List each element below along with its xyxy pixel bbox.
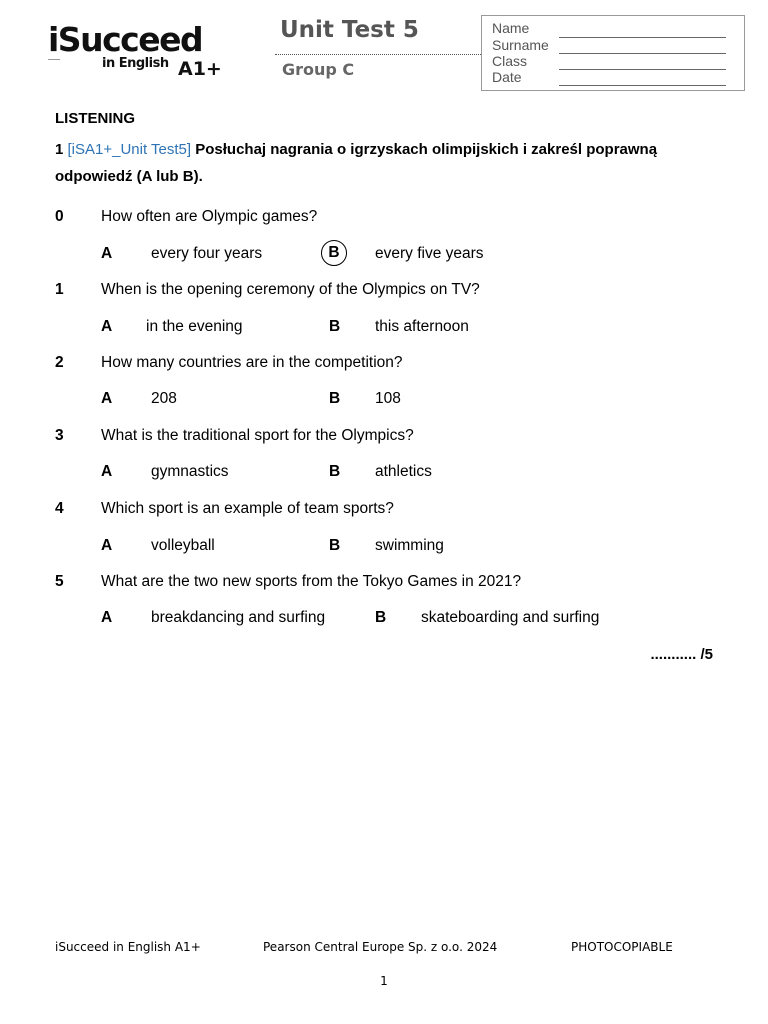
option-b-label[interactable]: B <box>375 609 387 626</box>
section-heading: LISTENING <box>55 110 136 127</box>
class-field[interactable] <box>559 69 726 70</box>
logo-underline <box>48 59 60 60</box>
question-text: When is the opening ceremony of the Olympics on TV? <box>101 281 480 298</box>
option-b-text: skateboarding and surfing <box>421 609 600 626</box>
option-a-text: 208 <box>151 390 177 407</box>
unit-title: Unit Test 5 <box>280 17 419 43</box>
question-text: How often are Olympic games? <box>101 208 318 225</box>
group-label: Group C <box>282 60 355 79</box>
name-label: Name <box>492 20 530 36</box>
footer-photocopiable: PHOTOCOPIABLE <box>571 940 673 954</box>
option-a-label[interactable]: A <box>101 609 113 626</box>
class-label: Class <box>492 53 528 69</box>
question-number: 5 <box>55 573 64 590</box>
date-label: Date <box>492 69 522 85</box>
question-number: 0 <box>55 208 64 225</box>
task-number: 1 <box>55 141 64 158</box>
question-number: 1 <box>55 281 64 298</box>
option-a-text: volleyball <box>151 537 215 554</box>
logo-main-text: iSucceed <box>48 20 203 59</box>
score-field[interactable]: ........... /5 <box>650 646 713 663</box>
question-text: What are the two new sports from the Tokyo Games in 2021? <box>101 573 522 590</box>
isucceed-logo <box>48 20 238 90</box>
logo-level-text: A1+ <box>178 58 222 80</box>
option-a-text: every four years <box>151 245 263 262</box>
option-b-label[interactable]: B <box>329 390 341 407</box>
option-a-text: breakdancing and surfing <box>151 609 326 626</box>
surname-label: Surname <box>492 37 549 53</box>
option-a-text: in the evening <box>146 318 243 335</box>
option-a-label[interactable]: A <box>101 245 113 262</box>
option-b-text: swimming <box>375 537 444 554</box>
task-instruction <box>55 136 695 190</box>
question-text: Which sport is an example of team sports? <box>101 500 394 517</box>
option-b-label[interactable]: B <box>329 318 341 335</box>
surname-field[interactable] <box>559 53 726 54</box>
page-number: 1 <box>380 974 388 988</box>
option-b-text: 108 <box>375 390 401 407</box>
question-text: How many countries are in the competition? <box>101 354 403 371</box>
logo-sub-text: in English <box>102 56 169 71</box>
option-b-text: this afternoon <box>375 318 469 335</box>
footer-title: iSucceed in English A1+ <box>55 940 201 954</box>
option-a-label[interactable]: A <box>101 318 113 335</box>
instruction-text: Posłuchaj nagrania o igrzyskach olimpijskich i zakreśl poprawną odpowiedź (A lub B). <box>55 141 658 185</box>
option-a-text: gymnastics <box>151 463 229 480</box>
option-a-label[interactable]: A <box>101 537 113 554</box>
option-a-label[interactable]: A <box>101 390 113 407</box>
student-info-box <box>481 15 745 91</box>
option-b-text: every five years <box>375 245 484 262</box>
option-a-label[interactable]: A <box>101 463 113 480</box>
option-b-label[interactable]: B <box>329 537 341 554</box>
question-number: 2 <box>55 354 64 371</box>
audio-reference-link[interactable]: [iSA1+_Unit Test5] <box>67 141 192 158</box>
option-b-label[interactable]: B <box>329 463 341 480</box>
option-b-label-circled[interactable]: B <box>321 240 347 266</box>
footer-publisher: Pearson Central Europe Sp. z o.o. 2024 <box>263 940 498 954</box>
question-text: What is the traditional sport for the Olympics? <box>101 427 414 444</box>
question-number: 3 <box>55 427 64 444</box>
option-b-text: athletics <box>375 463 432 480</box>
question-number: 4 <box>55 500 64 517</box>
date-field[interactable] <box>559 85 726 86</box>
name-field[interactable] <box>559 37 726 38</box>
header-dotted-rule <box>275 54 481 55</box>
